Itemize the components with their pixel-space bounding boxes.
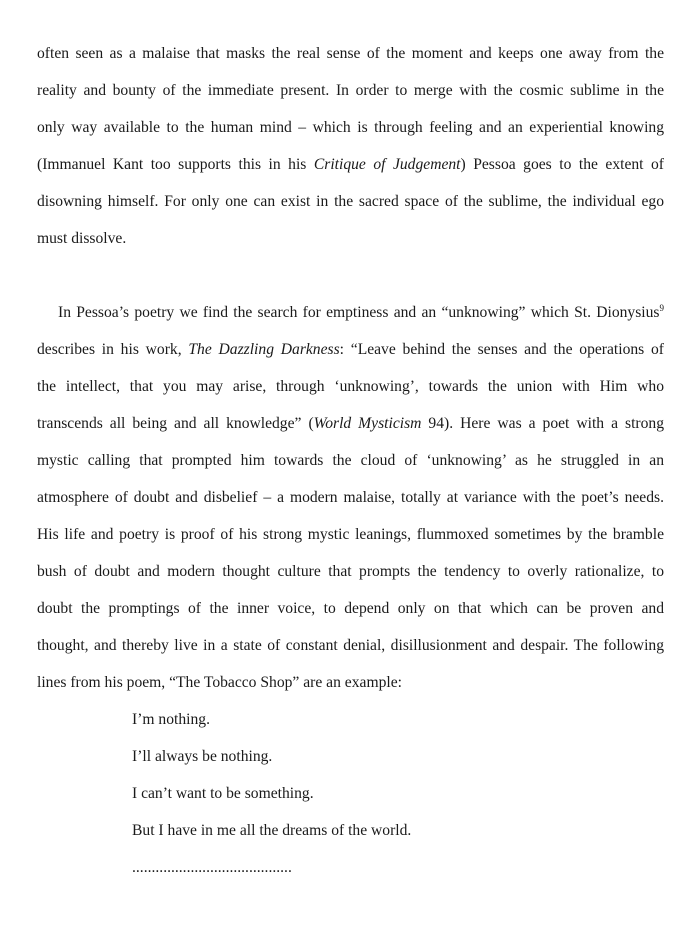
- paragraph1-line-4: [37, 154, 664, 176]
- p2-line4-before: transcends all being and all knowledge” (: [37, 415, 314, 432]
- poem-ellipsis: .........................................: [132, 859, 292, 876]
- poem-line-1: I’m nothing.: [132, 711, 210, 728]
- paragraph2-line-9: doubt the promptings of the inner voice, to depend only on that which can be proven and: [37, 600, 664, 617]
- paragraph2-line-7: His life and poetry is proof of his strong mystic leanings, flummoxed sometimes by the bramble: [37, 526, 664, 543]
- paragraph1-line-5: disowning himself. For only one can exist in the sacred space of the sublime, the individual ego: [37, 193, 664, 210]
- p2-line2-after: : “Leave behind the senses and the operations of: [339, 341, 665, 358]
- paragraph1-line-3: only way available to the human mind – which is through feeling and an experiential knowing: [37, 119, 664, 136]
- paragraph2-line-8: bush of doubt and modern thought culture that prompts the tendency to overly rationalize, to: [37, 563, 664, 580]
- paragraph2-line-10: thought, and thereby live in a state of constant denial, disillusionment and despair. The following: [37, 637, 664, 654]
- p1-line4-after: ) Pessoa goes to the extent of: [460, 156, 665, 173]
- paragraph1-line-6: must dissolve.: [37, 230, 127, 247]
- paragraph2-line-4: [37, 413, 664, 435]
- p2-line1-text: In Pessoa’s poetry we find the search for emptiness and an “unknowing” which St. Dionysius: [58, 304, 660, 321]
- paragraph1-line-2: reality and bounty of the immediate present. In order to merge with the cosmic sublime in the: [37, 82, 664, 99]
- p2-line4-after: 94). Here was a poet with a strong: [421, 415, 664, 432]
- footnote-marker: 9: [659, 303, 664, 313]
- book-title-critique-of-judgement: Critique of Judgement: [313, 156, 461, 173]
- paragraph2-line-2: [37, 339, 664, 361]
- p2-line2-before: describes in his work,: [37, 341, 189, 358]
- paragraph1-line-1: often seen as a malaise that masks the real sense of the moment and keeps one away from the: [37, 45, 664, 62]
- paragraph2-line-6: atmosphere of doubt and disbelief – a modern malaise, totally at variance with the poet’s needs.: [37, 489, 664, 506]
- paragraph2-line-3: the intellect, that you may arise, through ‘unknowing’, towards the union with Him who: [37, 378, 664, 395]
- poem-line-4: But I have in me all the dreams of the world.: [132, 822, 412, 839]
- p1-line4-before: (Immanuel Kant too supports this in his: [37, 156, 314, 173]
- paragraph2-line-1: [58, 302, 664, 324]
- poem-line-3: I can’t want to be something.: [132, 785, 314, 802]
- book-title-world-mysticism: World Mysticism: [313, 415, 422, 432]
- paragraph2-line-5: mystic calling that prompted him towards the cloud of ‘unknowing’ as he struggled in an: [37, 452, 664, 469]
- paragraph2-line-11: lines from his poem, “The Tobacco Shop” are an example:: [37, 674, 402, 691]
- poem-line-2: I’ll always be nothing.: [132, 748, 273, 765]
- book-title-dazzling-darkness: The Dazzling Darkness: [188, 341, 340, 358]
